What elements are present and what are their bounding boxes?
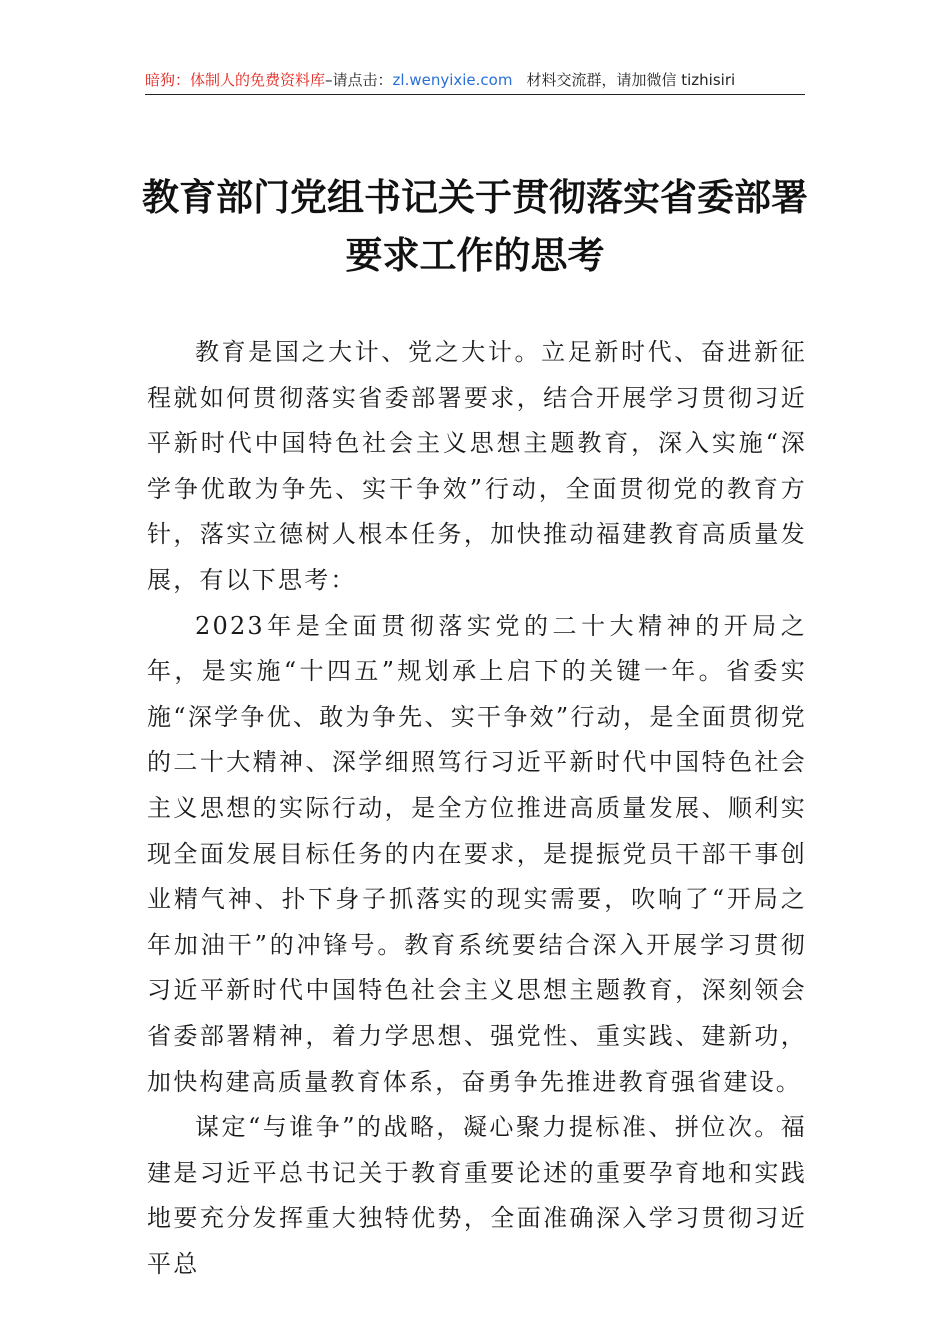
site-url-link[interactable]: zl.wenyixie.com: [392, 71, 513, 89]
site-name[interactable]: 暗狗：体制人的免费资料库: [145, 71, 326, 89]
click-prompt: –请点击：: [325, 71, 393, 89]
paragraph: 2023年是全面贯彻落实党的二十大精神的开局之年，是实施“十四五”规划承上启下的关键一年。省委实施“深学争优、敢为争先、实干争效”行动，是全面贯彻党的二十大精神、深学细照笃行习近平新时代中国特色社会主义思想的实际行动，是全方位推进高质量发展、顺利实现全面发展目标任务的内在要求，是提振党员干部干事创业精气神、扑下身子抓落实的现实需要，吹响了“开局之年加油干”的冲锋号。教育系统要结合深入开展学习贯彻习近平新时代中国特色社会主义思想主题教育，深刻领会省委部署精神，着力学思想、强党性、重实践、建新功，加快构建高质量教育体系，奋勇争先推进教育强省建设。: [147, 611, 807, 1096]
title-line-1: 教育部门党组书记关于贯彻落实省委部署: [142, 175, 808, 219]
document-title: [140, 168, 810, 284]
paragraph: 教育是国之大计、党之大计。立足新时代、奋进新征程就如何贯彻落实省委部署要求，结合开展学习贯彻习近平新时代中国特色社会主义思想主题教育，深入实施“深学争优敢为争先、实干争效”行动，全面贯彻党的教育方针，落实立德树人根本任务，加快推动福建教育高质量发展，有以下思考：: [147, 338, 807, 594]
document-body: [147, 330, 807, 1287]
header-banner: [145, 66, 805, 95]
paragraph: 谋定“与谁争”的战略，凝心聚力提标准、拼位次。福建是习近平总书记关于教育重要论述的重要孕育地和实践地要充分发挥重大独特优势，全面准确深入学习贯彻习近平总: [147, 1113, 807, 1278]
contact-info: 材料交流群，请加微信 tizhisiri: [526, 71, 736, 89]
title-line-2: 要求工作的思考: [345, 233, 605, 277]
